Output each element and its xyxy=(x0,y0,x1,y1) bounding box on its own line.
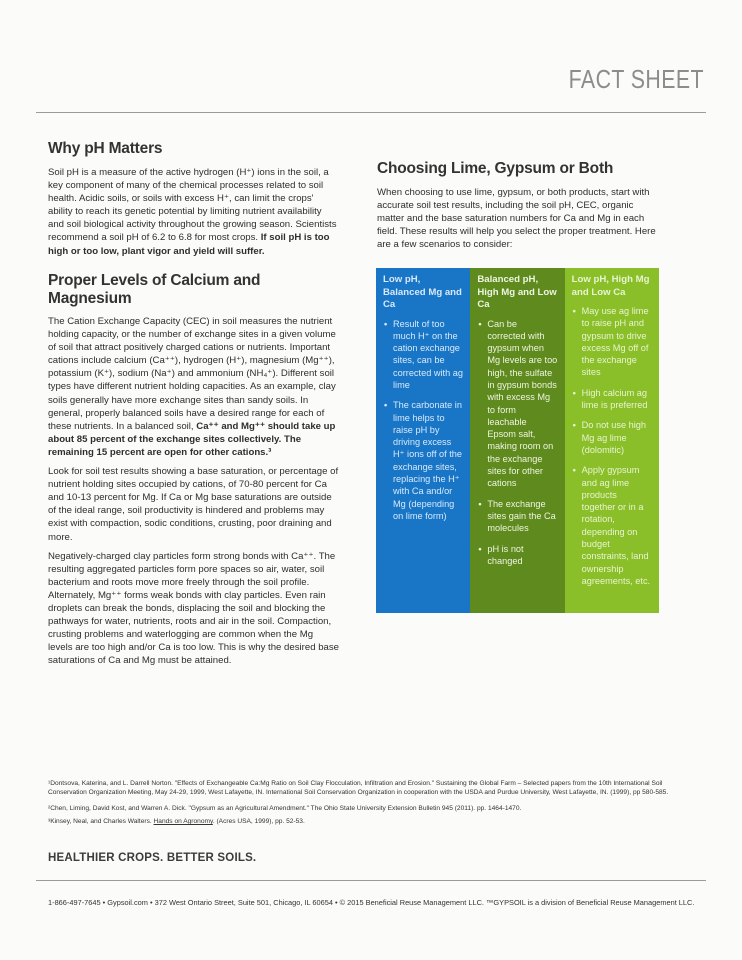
cec-paragraph xyxy=(48,315,340,459)
footnote-3-source: . (Acres USA, 1999), pp. 52-53. xyxy=(212,818,305,825)
scenario-item: • Result of too much H⁺ on the cation exchange sites, can be corrected with ag lime xyxy=(393,318,463,392)
why-ph-paragraph xyxy=(48,166,340,258)
scenario-list xyxy=(572,305,652,587)
cec-text: The Cation Exchange Capacity (CEC) in soil measures the nutrient holding capacity, or the number of exchange sites in a given volume of soil that attract positively charged cations or nutrients. Important cations include calcium (Ca⁺⁺), hydrogen (H⁺), magnesium (Mg⁺⁺), potassium (K⁺), sodium (Na⁺) and ammonium (NH₄⁺). Different soil types have different nutrient holding capacities. As an example, clay soils generally have more exchange sites than sandy soils. In general, properly balanced soils have a desired range for each of these nutrients. In a balanced soil, xyxy=(48,316,336,432)
cec-bold-text: Ca⁺⁺ and Mg⁺⁺ should take up about 85 percent of the exchange sites collectively. The remaining 15 percent are open for other cations.³ xyxy=(48,420,336,458)
scenario-column-balanced-ph xyxy=(470,268,564,613)
scenario-title: Low pH, Balanced Mg and Ca xyxy=(383,274,462,310)
scenario-column-low-ph xyxy=(376,268,470,613)
scenario-list xyxy=(383,318,463,523)
footer-contact: 1-866-497-7645 • Gypsoil.com • 372 West Ontario Street, Suite 501, Chicago, IL 60654 • © 2015 Beneficial Reuse Management LLC. ™GYPSOIL is a division of Beneficial Reuse Management LLC. xyxy=(48,898,695,907)
scenario-item: • Do not use high Mg ag lime (dolomitic) xyxy=(582,419,652,456)
footnote-3 xyxy=(48,818,698,827)
scenario-title: Balanced pH, High Mg and Low Ca xyxy=(477,274,557,310)
scenario-item: • May use ag lime to raise pH and gypsum to drive excess Mg off of the exchange sites xyxy=(582,305,652,379)
base-saturation-paragraph: Look for soil test results showing a base saturation, or percentage of nutrient holding sites occupied by cations, of 70-80 percent for Ca and 10-13 percent for Mg. If Ca or Mg base saturations are outside of the ideal range, soil productivity is hindered and problems may exist with compaction, sodic conditions, crusting, poor draining and more. xyxy=(48,466,339,543)
calcium-section xyxy=(48,272,340,667)
calcium-heading: Proper Levels of Calcium and Magnesium xyxy=(48,272,261,307)
scenario-item: • Apply gypsum and ag lime products together or in a rotation, depending on budget constraints, land ownership agreements, etc. xyxy=(582,464,652,587)
clay-particles-paragraph: Negatively-charged clay particles form strong bonds with Ca⁺⁺. The resulting aggregated particles form pore spaces so air, water, soil bacterium and roots move more freely through the soil profile. Alternately, Mg⁺⁺ forms weak bonds with clay particles. Even rain droplets can break the bonds, displacing the soil and blocking the pathways for water, nutrients, roots and air in the soil. Compaction, crusting problems and waterlogging are common when the Mg levels are too high and/or Ca is too low. This is why the desired base saturations of Ca and Mg must be attained. xyxy=(48,550,339,667)
why-ph-bold-text: If soil pH is too high or too low, plant vigor and yield will suffer. xyxy=(48,232,330,257)
scenario-column-low-ph-high-mg xyxy=(565,268,659,613)
choosing-heading: Choosing Lime, Gypsum or Both xyxy=(377,160,614,177)
footnote-3-title: Hands on Agronomy xyxy=(153,818,213,825)
scenario-item: • Can be corrected with gypsum when Mg levels are too high, the sulfate in gypsum bonds with excess Mg to form leachable Epsom salt, making room on the exchange sites for other cations xyxy=(487,318,557,490)
footnote-3-authors: ³Kinsey, Neal, and Charles Walters. xyxy=(48,818,154,825)
scenario-table xyxy=(376,268,659,613)
scenario-title: Low pH, High Mg and Low Ca xyxy=(571,274,650,298)
scenario-item: • The exchange sites gain the Ca molecules xyxy=(487,498,557,535)
why-ph-heading: Why pH Matters xyxy=(48,140,163,157)
scenario-list xyxy=(477,318,557,568)
footer-divider xyxy=(36,880,706,881)
why-ph-section xyxy=(48,140,340,258)
scenario-item: • High calcium ag lime is preferred xyxy=(582,387,652,412)
scenario-item: • The carbonate in lime helps to raise pH by driving excess H⁺ ions off of the exchange sites, replacing the H⁺ with Ca and/or Mg (depending on lime form) xyxy=(393,399,463,522)
fact-sheet-title: FACT SHEET xyxy=(568,64,704,94)
header-divider xyxy=(36,112,706,113)
choosing-intro: When choosing to use lime, gypsum, or both products, start with accurate soil test results, including the soil pH, CEC, organic matter and the base saturation numbers for Ca and Mg in each field. These results will help you select the proper treatment. Here are a few scenarios to consider: xyxy=(377,187,656,251)
choosing-section xyxy=(377,160,659,251)
tagline: HEALTHIER CROPS. BETTER SOILS. xyxy=(48,852,257,864)
scenario-item: • pH is not changed xyxy=(487,543,557,568)
footnote-2: ²Chen, Liming, David Kost, and Warren A. Dick. "Gypsum as an Agricultural Amendment." The Ohio State University Extension Bulletin 945 (2011). pp. 1464-1470. xyxy=(48,805,522,812)
footnote-1: ¹Dontsova, Katerina, and L. Darrell Norton. "Effects of Exchangeable Ca:Mg Ratio on Soil Clay Flocculation, Infiltration and Erosion." Sustaining the Global Farm – Selected papers from the 10th International Soil Conservation Organization Meeting, May 24-29, 1999, West Lafayette, IN. International Soil Conservation Organization in cooperation with the USDA and Purdue University, West Lafayette, IN. (1999), pp 580-585. xyxy=(48,780,669,796)
why-ph-text: Soil pH is a measure of the active hydrogen (H⁺) ions in the soil, a key component of many of the chemical processes related to soil health. Acidic soils, or soils with excess H⁺, can limit the crops' ability to reach its genetic potential by limiting nutrient availability and soil biological activity throughout the growing season. Scientists recommend a soil pH of 6.2 to 6.8 for most crops. xyxy=(48,167,337,244)
